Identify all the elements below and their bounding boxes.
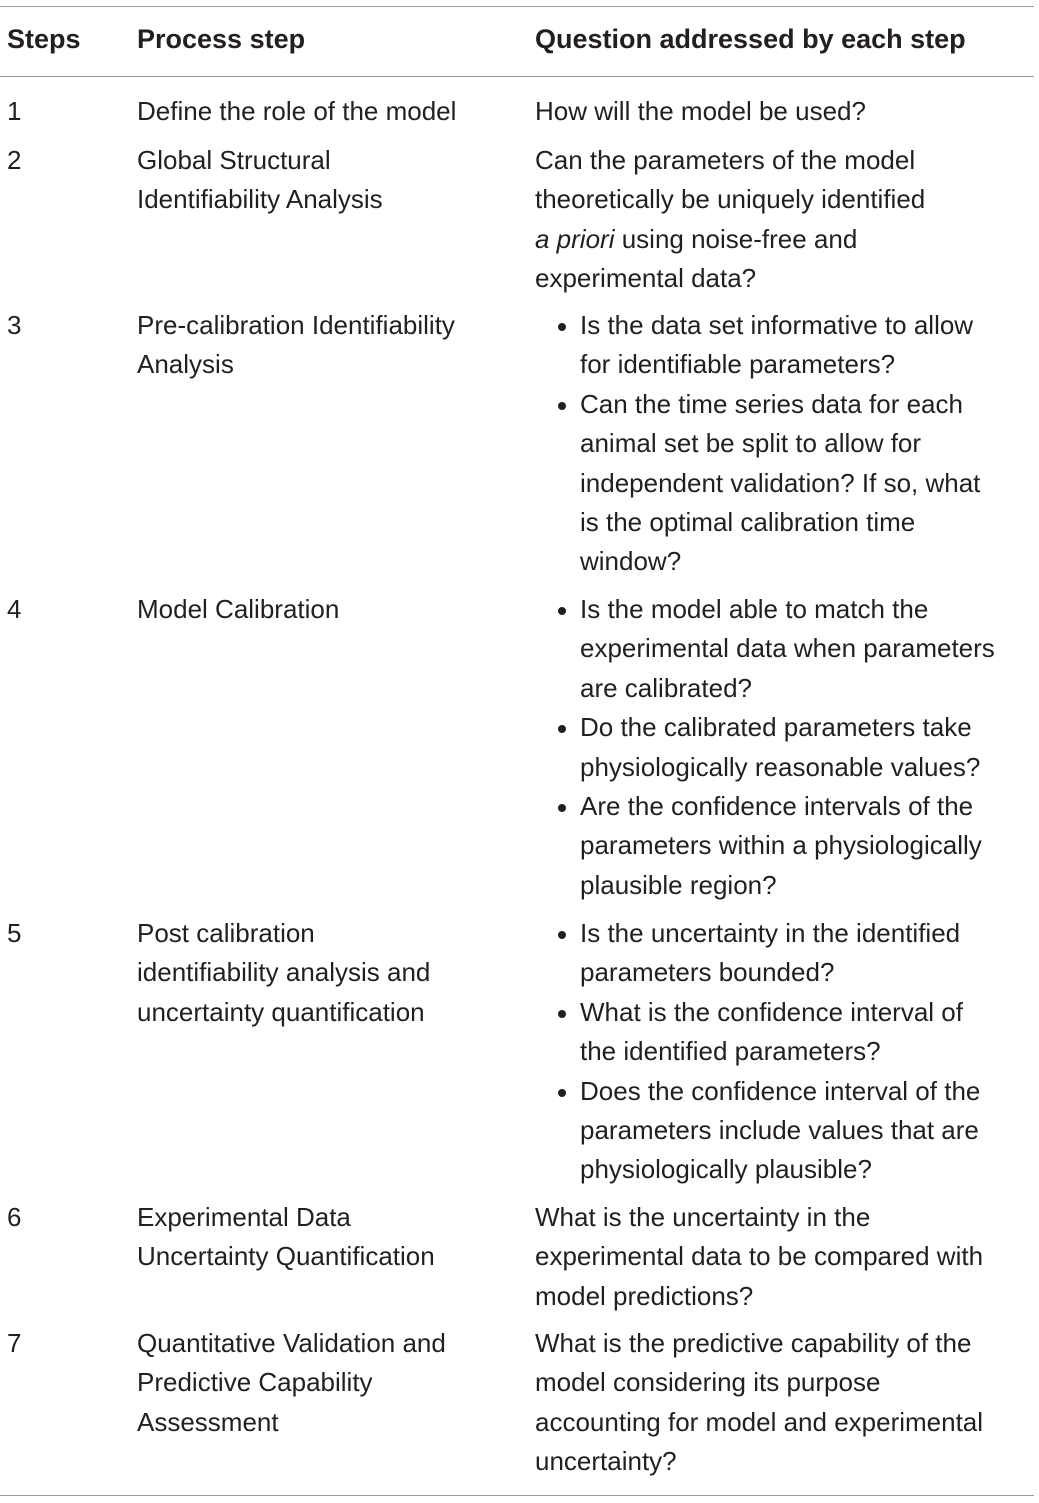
- question-6: [535, 1198, 983, 1316]
- bullet-item: [555, 708, 995, 787]
- process-line: Define the role of the model: [137, 96, 457, 126]
- process-step-1: [137, 92, 456, 131]
- step-number-2: 2: [7, 145, 22, 175]
- process-step-6: [137, 1198, 435, 1277]
- bullet-line: Are the confidence intervals of the: [580, 791, 974, 822]
- question-line: What is the predictive capability of the: [535, 1328, 972, 1358]
- bullet-dot: [558, 1089, 566, 1097]
- bullet-line: animal set be split to allow for: [580, 428, 922, 459]
- bullet-line: parameters include values that are: [580, 1115, 979, 1146]
- question-line-rest: using noise-free and: [614, 223, 858, 254]
- bullet-line: parameters bounded?: [580, 957, 835, 988]
- process-line: Identifiability Analysis: [137, 184, 383, 215]
- step-number-5: 5: [7, 918, 22, 948]
- bullet-item: [555, 306, 980, 385]
- bullet-dot: [558, 607, 566, 615]
- step-number-7: 7: [7, 1328, 22, 1358]
- question-3-bullets: [555, 306, 980, 582]
- bullet-line: plausible region?: [580, 869, 777, 900]
- process-line: Global Structural: [137, 145, 331, 175]
- process-line: identifiability analysis and: [137, 957, 431, 988]
- process-line: Assessment: [137, 1406, 279, 1437]
- bullet-line: independent validation? If so, what: [580, 467, 981, 498]
- question-7: [535, 1324, 983, 1482]
- process-line: Experimental Data: [137, 1202, 351, 1232]
- question-line: model predictions?: [535, 1280, 754, 1311]
- bullet-line: What is the confidence interval of: [580, 996, 963, 1027]
- header-process-step: Process step: [137, 24, 306, 54]
- process-line: Uncertainty Quantification: [137, 1241, 435, 1272]
- question-line: Can the parameters of the model: [535, 145, 916, 175]
- bullet-line: parameters within a physiologically: [580, 830, 982, 861]
- bullet-line: are calibrated?: [580, 672, 752, 703]
- table-bottom-rule: [0, 1495, 1034, 1496]
- question-line: experimental data to be compared with: [535, 1241, 984, 1272]
- bullet-line: Is the model able to match the: [580, 594, 929, 624]
- step-number-6: 6: [7, 1202, 22, 1232]
- question-line: [535, 220, 925, 259]
- table-top-rule: [0, 6, 1034, 7]
- question-line: What is the uncertainty in the: [535, 1202, 871, 1232]
- question-5-bullets: [555, 914, 980, 1190]
- bullet-line: Can the time series data for each: [580, 388, 963, 419]
- bullet-line: for identifiable parameters?: [580, 349, 896, 380]
- question-1: [535, 92, 866, 131]
- question-line: uncertainty?: [535, 1446, 677, 1477]
- bullet-item: [555, 590, 995, 708]
- bullet-line: physiologically reasonable values?: [580, 751, 981, 782]
- step-number-4: 4: [7, 594, 22, 624]
- bullet-item: [555, 993, 980, 1072]
- bullet-dot: [558, 804, 566, 812]
- bullet-line: Is the uncertainty in the identified: [580, 918, 961, 948]
- process-line: Predictive Capability: [137, 1367, 373, 1398]
- process-step-5: [137, 914, 430, 1032]
- bullet-dot: [558, 931, 566, 939]
- bullet-item: [555, 385, 980, 582]
- bullet-line: window?: [580, 546, 682, 577]
- bullet-dot: [558, 1010, 566, 1018]
- bullet-line: Do the calibrated parameters take: [580, 712, 972, 743]
- question-line: model considering its purpose: [535, 1367, 881, 1398]
- bullet-item: [555, 1072, 980, 1190]
- bullet-item: [555, 787, 995, 905]
- question-line: How will the model be used?: [535, 96, 866, 126]
- bullet-line: experimental data when parameters: [580, 633, 995, 664]
- process-step-7: [137, 1324, 446, 1442]
- process-line: uncertainty quantification: [137, 996, 425, 1027]
- question-4-bullets: [555, 590, 995, 905]
- process-line: Analysis: [137, 349, 234, 380]
- bullet-line: physiologically plausible?: [580, 1154, 872, 1185]
- bullet-item: [555, 914, 980, 993]
- process-line: Quantitative Validation and: [137, 1328, 446, 1358]
- bullet-dot: [558, 323, 566, 331]
- process-step-2: [137, 141, 383, 220]
- step-number-1: 1: [7, 96, 22, 126]
- question-line: experimental data?: [535, 263, 757, 294]
- bullet-line: the identified parameters?: [580, 1036, 881, 1067]
- step-number-3: 3: [7, 310, 22, 340]
- process-step-3: [137, 306, 455, 385]
- question-line: accounting for model and experimental: [535, 1406, 984, 1437]
- process-step-4: [137, 590, 339, 629]
- header-question: Question addressed by each step: [535, 24, 966, 54]
- process-line: Post calibration: [137, 918, 315, 948]
- bullet-dot: [558, 725, 566, 733]
- italic-term: a priori: [535, 223, 615, 254]
- bullet-line: Is the data set informative to allow: [580, 310, 974, 340]
- process-line: Model Calibration: [137, 594, 340, 624]
- header-rule: [0, 76, 1034, 77]
- bullet-line: is the optimal calibration time: [580, 507, 916, 538]
- header-steps: Steps: [7, 24, 81, 54]
- question-2: [535, 141, 925, 299]
- process-line: Pre-calibration Identifiability: [137, 310, 455, 340]
- bullet-dot: [558, 402, 566, 410]
- bullet-line: Does the confidence interval of the: [580, 1075, 981, 1106]
- question-line: theoretically be uniquely identified: [535, 184, 926, 215]
